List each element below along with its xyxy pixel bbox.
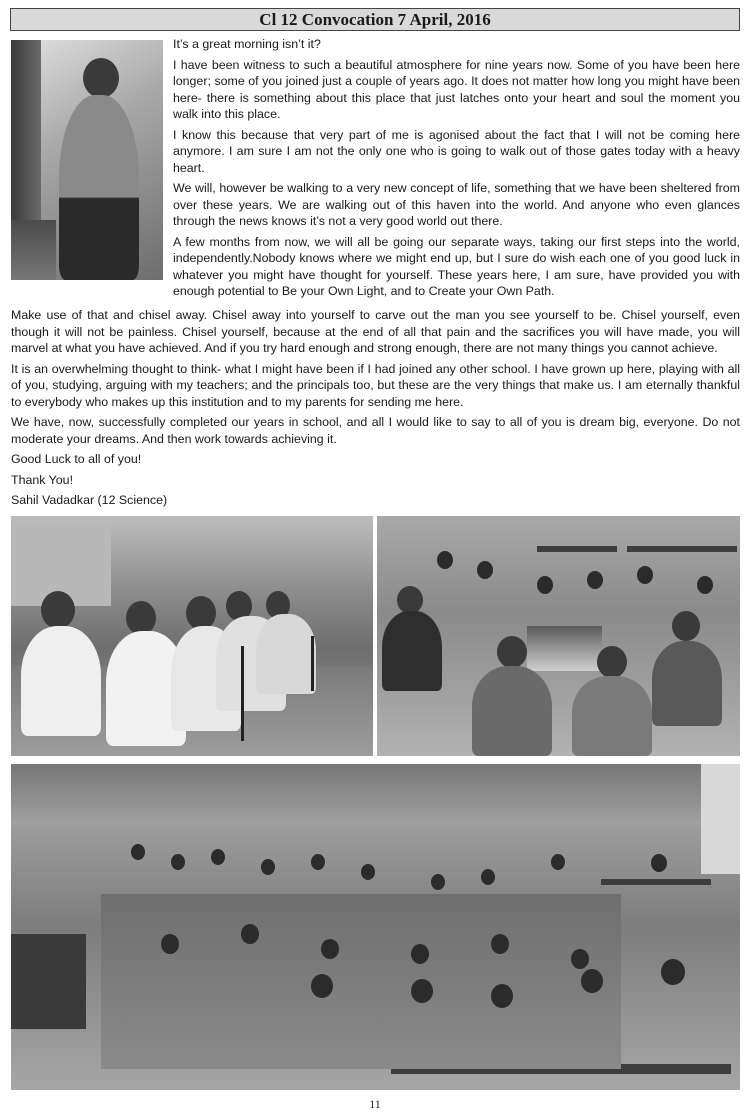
photo-floor-mat <box>101 894 621 1069</box>
photo-bench <box>627 546 737 552</box>
speech-closing: Thank You! <box>11 472 74 487</box>
photo-speaker-head <box>83 58 119 98</box>
photo-attendee-head <box>311 974 333 998</box>
photo-foliage <box>11 220 56 280</box>
photo-participant-body <box>472 666 552 756</box>
photo-attendee-head <box>411 979 433 1003</box>
photo-participant-body <box>652 641 722 726</box>
speech-closing: Good Luck to all of you! <box>11 452 142 466</box>
photo-attendee-head <box>131 844 145 860</box>
photo-participant-head <box>477 561 493 579</box>
speech-paragraph: A few months from now, we will all be going our separate ways, taking our first steps into the world, independently.Nobody knows where we might end up, but I sure do wish each one of you good luck in whatever you might have thought for yourself. These years here, I am sure, have provided you with enough potential to Be your Own Light, and to Create your Own Path. <box>173 234 740 298</box>
photo-trees <box>11 764 740 824</box>
photo-student-body <box>21 626 101 736</box>
photo-microphone-stand <box>311 636 314 691</box>
photo-participant-head <box>597 646 627 678</box>
photo-participant-body <box>572 676 652 756</box>
page-title: Cl 12 Convocation 7 April, 2016 <box>10 8 740 31</box>
photo-bench <box>601 879 711 885</box>
photo-attendee-head <box>261 859 275 875</box>
photo-bench <box>537 546 617 552</box>
photo-attendee-head <box>431 874 445 890</box>
speech-paragraph: We have, now, successfully completed our years in school, and all I would like to say to all of you is dream big, everyone. Do not moderate your dreams. And then work towards achieving it. <box>11 415 740 446</box>
photo-attendee-head <box>481 869 495 885</box>
photo-attendee-head <box>581 969 603 993</box>
speech-paragraph: It is an overwhelming thought to think- what I might have been if I had joined any other school. I have grown up here, playing with all of you, studying, arguing with my teachers; and the principals too, but these are the very things that make us. I am eternally thankful to everybody who makes up this institution and to my parents for sending me here. <box>11 361 740 409</box>
photo-participant-head <box>672 611 700 641</box>
photo-participant-head <box>537 576 553 594</box>
photo-attendee-head <box>411 944 429 964</box>
speech-paragraph: We will, however be walking to a very new concept of life, something that we have been sheltered from over these years. We are walking out of this haven into the world. And anyone who even glances through the news knows it’s not a very good world out there. <box>173 181 740 228</box>
photo-speaker-body <box>59 95 139 280</box>
photo-attendee-head <box>491 934 509 954</box>
photo-attendee-head <box>161 934 179 954</box>
photo-attendee-head <box>651 854 667 872</box>
photo-grass <box>11 934 86 1029</box>
photo-participant-head <box>397 586 423 614</box>
speaker-photo <box>11 40 163 280</box>
photo-attendee-head <box>571 949 589 969</box>
photo-participant-head <box>637 566 653 584</box>
havan-ceremony-photo <box>377 516 740 756</box>
speech-paragraph: It’s a great morning isn’t it? <box>173 37 321 51</box>
photo-student-head <box>126 601 156 635</box>
speech-paragraph: Make use of that and chisel away. Chisel away into yourself to carve out the man you see yourself to be. Chisel yourself, even though it will not be painless. Chisel yourself, because at the end of all that pain and the sacrifices you will have made, you will marvel at what you have achieved. And if you try hard enough and strong enough, there are not many things you cannot achieve. <box>11 308 740 355</box>
photo-attendee-head <box>661 959 685 985</box>
photo-attendee-head <box>361 864 375 880</box>
photo-attendee-head <box>211 849 225 865</box>
speech-column-upper <box>173 36 740 304</box>
photo-student-body <box>256 614 316 694</box>
photo-attendee-head <box>491 984 513 1008</box>
photo-havan-fire <box>527 626 602 671</box>
photo-attendee-head <box>321 939 339 959</box>
photo-attendee-head <box>311 854 325 870</box>
photo-pillar <box>701 764 740 874</box>
photo-participant-head <box>587 571 603 589</box>
photo-participant-head <box>437 551 453 569</box>
speech-paragraph: I have been witness to such a beautiful atmosphere for nine years now. Some of you have been here longer; some of you joined just a couple of years ago. It does not matter how long you might have been here- there is something about this place that just latches onto your heart and soul the moment you walk into this place. <box>173 57 740 121</box>
photo-student-head <box>41 591 75 629</box>
photo-attendee-head <box>171 854 185 870</box>
speech-signature: Sahil Vadadkar (12 Science) <box>11 493 168 507</box>
speech-column-lower <box>11 307 740 513</box>
page-number: 11 <box>369 1097 381 1111</box>
assembly-gathering-photo <box>11 764 740 1090</box>
photo-attendee-head <box>241 924 259 944</box>
photo-attendee-head <box>551 854 565 870</box>
photo-participant-head <box>697 576 713 594</box>
photo-participant-body <box>382 611 442 691</box>
photo-student-head <box>186 596 216 630</box>
photo-microphone-stand <box>241 646 244 741</box>
students-singing-photo <box>11 516 373 756</box>
speech-paragraph: I know this because that very part of me is agonised about the fact that I will not be coming here anymore. I am sure I am not the only one who is going to walk out of those gates today with a heavy heart. <box>173 127 740 175</box>
photo-participant-head <box>497 636 527 668</box>
